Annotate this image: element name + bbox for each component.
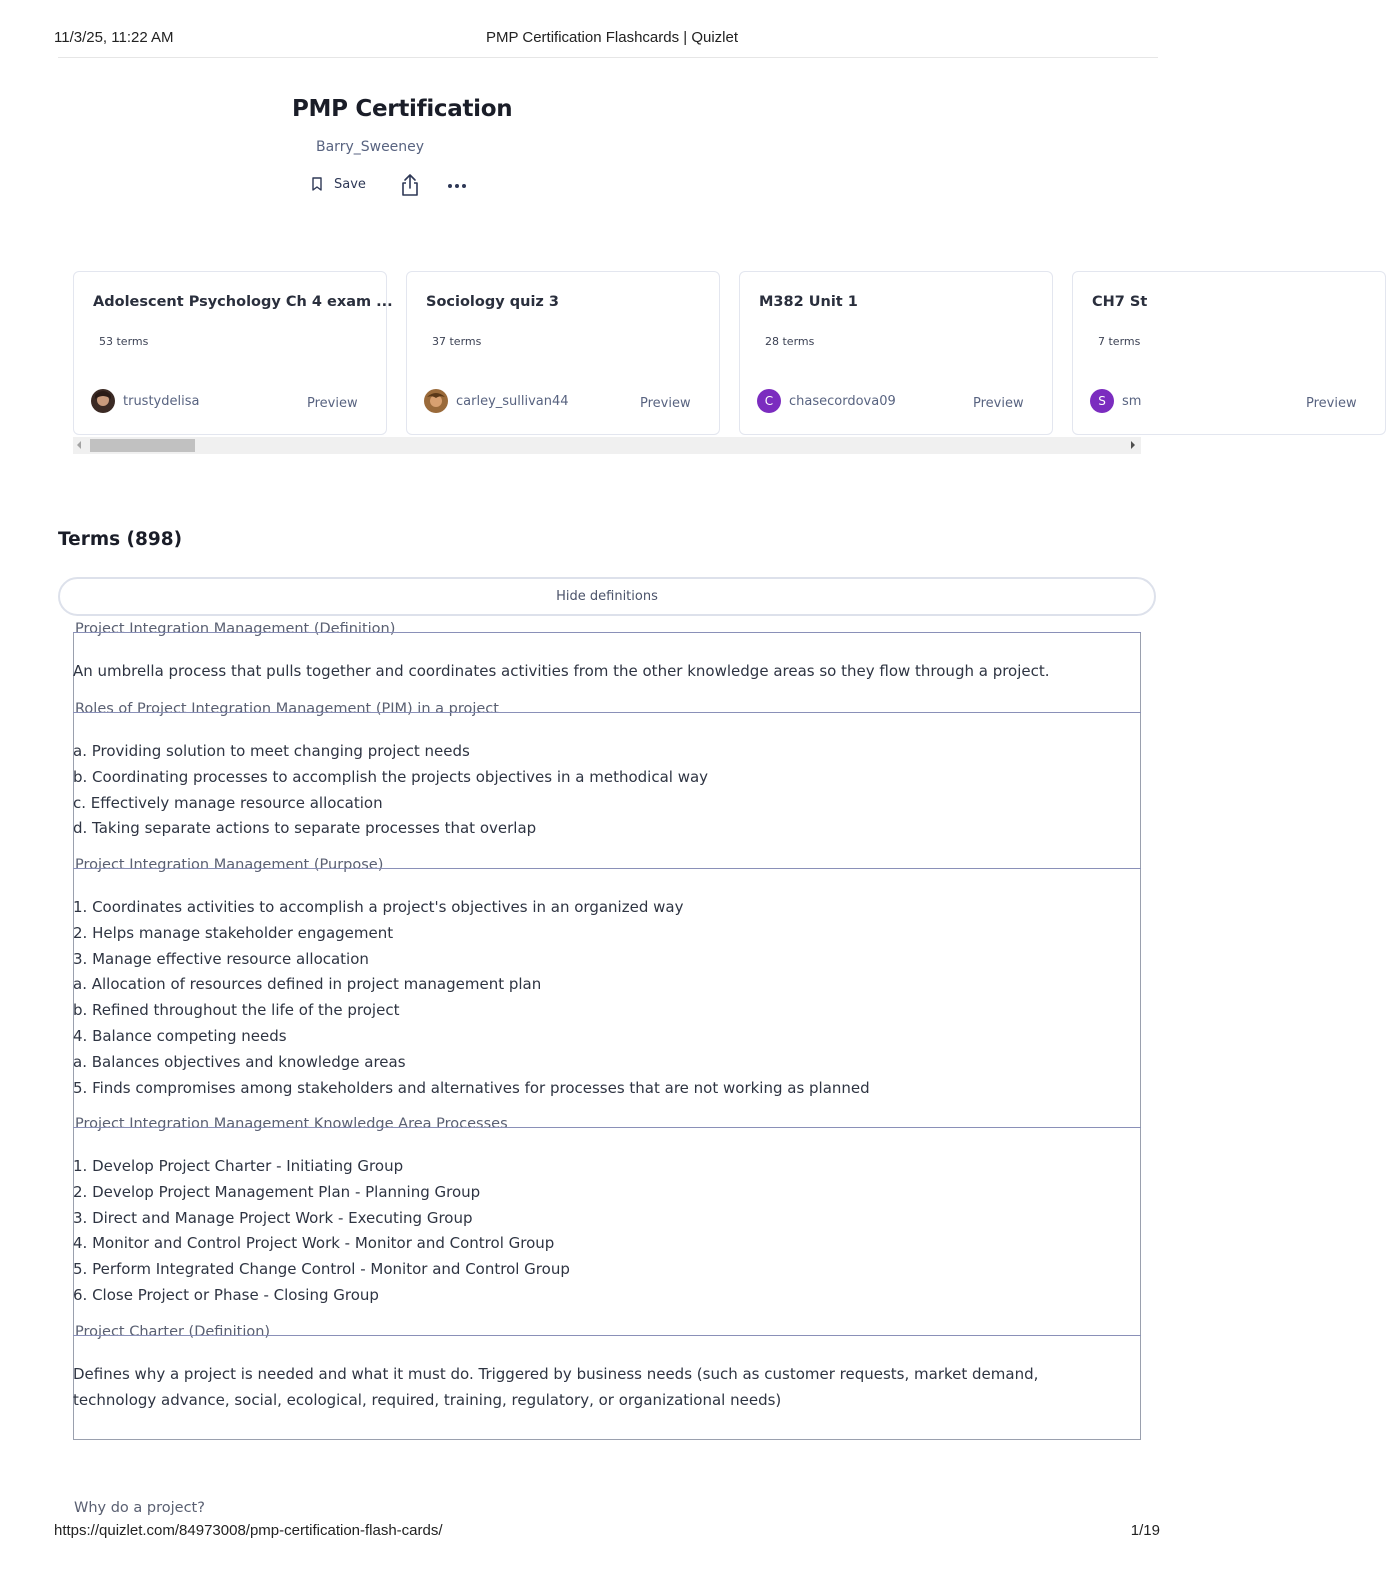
term-word bbox=[74, 701, 499, 717]
term-word bbox=[74, 1324, 270, 1340]
more-options-button[interactable] bbox=[446, 176, 470, 196]
preview-button[interactable]: Preview bbox=[1306, 396, 1357, 411]
set-title: PMP Certification bbox=[292, 96, 513, 122]
scrollbar-thumb[interactable] bbox=[90, 439, 195, 452]
terms-heading: Terms (898) bbox=[58, 529, 183, 550]
set-author-link[interactable]: Barry_Sweeney bbox=[316, 139, 425, 155]
related-sets-carousel[interactable] bbox=[73, 271, 1357, 437]
share-button[interactable] bbox=[398, 172, 422, 198]
print-footer bbox=[0, 1519, 1224, 1549]
term-text: Project Integration Management (Purpose) bbox=[75, 857, 384, 873]
avatar: C bbox=[757, 389, 781, 413]
print-url: https://quizlet.com/84973008/pmp-certification-flash-cards/ bbox=[54, 1522, 443, 1539]
card-title: CH7 St bbox=[1092, 294, 1148, 310]
related-set-card[interactable] bbox=[739, 271, 1053, 435]
term-definition: 1. Develop Project Charter - Initiating Group 2. Develop Project Management Plan - Planning Group 3. Direct and Manage Project Work - Executing Group 4. Monitor and Control Project Work - Monitor and Control Group 5. Perform Integrated Change Control - Monitor and Control Group 6. Close Project or Phase - Closing Group bbox=[73, 1157, 570, 1304]
preview-button[interactable]: Preview bbox=[640, 396, 691, 411]
term-row bbox=[73, 1116, 1141, 1335]
scroll-left-arrow-icon[interactable] bbox=[77, 441, 81, 449]
share-icon bbox=[398, 172, 422, 198]
term-definition: 1. Coordinates activities to accomplish a project's objectives in an organized way 2. Helps manage stakeholder engagement 3. Manage effective resource allocation a. Allocation of resources defined in project management plan b. Refined throughout the life of the project 4. Balance competing needs a. Balances objectives and knowledge areas 5. Finds compromises among stakeholders and alternatives for processes that are not working as planned bbox=[73, 898, 870, 1097]
card-term-count: 37 terms bbox=[432, 335, 482, 348]
horizontal-scrollbar[interactable] bbox=[73, 437, 1141, 454]
header-divider bbox=[58, 57, 1158, 58]
term-word bbox=[74, 1116, 508, 1132]
avatar: S bbox=[1090, 389, 1114, 413]
preview-button[interactable]: Preview bbox=[973, 396, 1024, 411]
term-text: Project Integration Management Knowledge Area Processes bbox=[75, 1116, 508, 1132]
card-term-count: 7 terms bbox=[1098, 335, 1141, 348]
print-document-title: PMP Certification Flashcards | Quizlet bbox=[485, 29, 739, 46]
card-username[interactable]: chasecordova09 bbox=[789, 394, 896, 409]
term-text: Project Integration Management (Definition) bbox=[75, 621, 396, 637]
card-title: M382 Unit 1 bbox=[759, 294, 858, 310]
card-username[interactable]: sm bbox=[1122, 394, 1142, 409]
term-row bbox=[73, 1324, 1141, 1440]
card-title: Sociology quiz 3 bbox=[426, 294, 559, 310]
scroll-right-arrow-icon[interactable] bbox=[1131, 441, 1135, 449]
card-username[interactable]: trustydelisa bbox=[123, 394, 200, 409]
more-horizontal-icon bbox=[446, 176, 470, 196]
bookmark-icon bbox=[310, 176, 324, 192]
next-term-partial: Why do a project? bbox=[74, 1500, 205, 1516]
card-username[interactable]: carley_sullivan44 bbox=[456, 394, 569, 409]
term-word bbox=[74, 857, 383, 873]
term-definition: Defines why a project is needed and what it must do. Triggered by business needs (such as customer requests, market demand, technology advance, social, ecological, required, training, regulatory, or organizational needs) bbox=[73, 1365, 1039, 1409]
card-term-count: 53 terms bbox=[99, 335, 149, 348]
term-row bbox=[73, 621, 1141, 712]
print-datetime: 11/3/25, 11:22 AM bbox=[54, 29, 174, 46]
card-title: Adolescent Psychology Ch 4 exam ... bbox=[93, 294, 393, 310]
preview-button[interactable]: Preview bbox=[307, 396, 358, 411]
related-set-card[interactable] bbox=[1072, 271, 1386, 435]
avatar bbox=[424, 389, 448, 413]
avatar bbox=[91, 389, 115, 413]
card-term-count: 28 terms bbox=[765, 335, 815, 348]
print-page-number: 1/19 bbox=[1130, 1522, 1160, 1539]
term-definition: a. Providing solution to meet changing project needs b. Coordinating processes to accomplish the projects objectives in a methodical way c. Effectively manage resource allocation d. Taking separate actions to separate processes that overlap bbox=[73, 742, 709, 838]
print-header bbox=[0, 0, 1224, 60]
term-word bbox=[74, 621, 395, 637]
hide-definitions-button[interactable]: Hide definitions bbox=[58, 577, 1156, 616]
term-text: Roles of Project Integration Management (PIM) in a project bbox=[75, 701, 499, 717]
related-set-card[interactable] bbox=[406, 271, 720, 435]
term-row bbox=[73, 857, 1141, 1127]
term-definition: An umbrella process that pulls together and coordinates activities from the other knowledge areas so they flow through a project. bbox=[73, 662, 1050, 680]
save-label: Save bbox=[334, 176, 366, 192]
save-button[interactable] bbox=[310, 176, 366, 192]
term-row bbox=[73, 701, 1141, 868]
related-set-card[interactable] bbox=[73, 271, 393, 435]
term-text: Project Charter (Definition) bbox=[75, 1324, 271, 1340]
